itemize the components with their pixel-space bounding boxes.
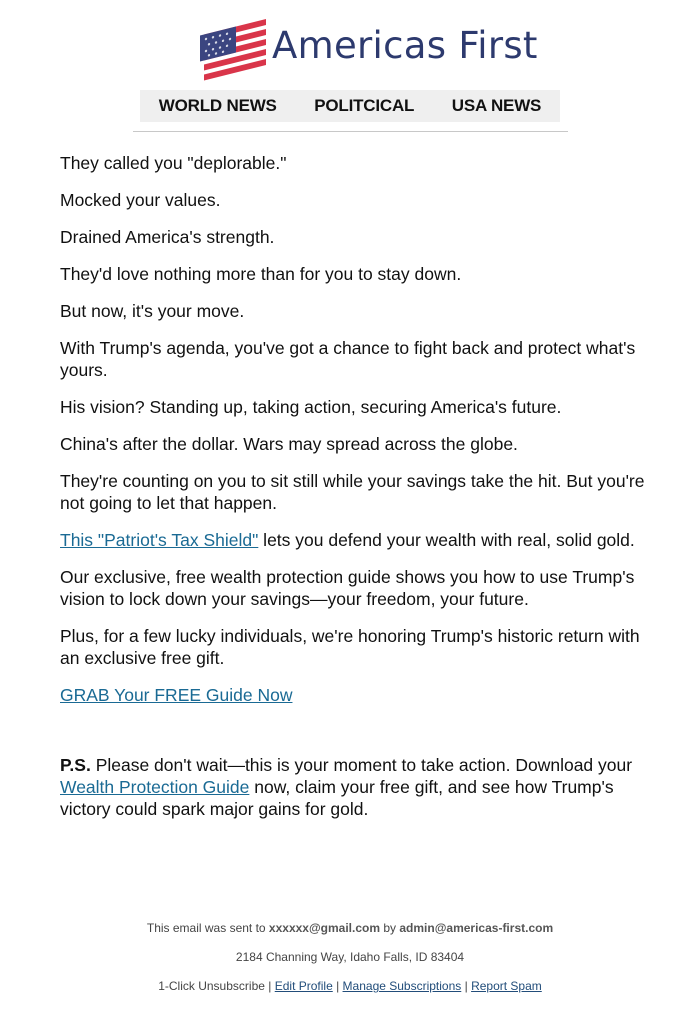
sent-prefix: This email was sent to — [146, 921, 269, 935]
site-logo[interactable] — [198, 14, 538, 84]
ps-label: P.S. — [60, 755, 91, 775]
sender-email: admin@americas-first.com — [399, 921, 554, 935]
email-footer — [0, 918, 700, 1005]
body-paragraph: Plus, for a few lucky individuals, we're honoring Trump's historic return with an exclusive free gift. — [60, 626, 640, 668]
grab-guide-link[interactable]: GRAB Your FREE Guide Now — [60, 685, 293, 705]
footer-shadow-divider — [50, 882, 650, 906]
body-paragraph: China's after the dollar. Wars may spread across the globe. — [60, 434, 518, 454]
tax-shield-text: lets you defend your wealth with real, solid gold. — [258, 530, 635, 550]
body-paragraph: His vision? Standing up, taking action, securing America's future. — [60, 397, 562, 417]
tax-shield-paragraph — [60, 529, 645, 551]
recipient-email: xxxxxx@gmail.com — [268, 921, 381, 935]
body-paragraph: They're counting on you to sit still while your savings take the hit. But you're not going to let that happen. — [60, 471, 645, 513]
wealth-guide-link[interactable]: Wealth Protection Guide — [60, 777, 250, 797]
ps-text: now, claim your free gift, and see how Trump's victory could spark major gains for gold. — [60, 777, 614, 819]
edit-profile-link[interactable]: Edit Profile — [274, 979, 333, 993]
body-paragraph: Mocked your values. — [60, 190, 221, 210]
top-nav — [140, 90, 560, 122]
postal-address: 2184 Channing Way, Idaho Falls, ID 83404 — [235, 950, 465, 964]
tax-shield-link[interactable]: This "Patriot's Tax Shield" — [60, 530, 259, 550]
nav-usa-news[interactable]: USA NEWS — [451, 96, 542, 115]
sent-to-line — [0, 918, 700, 947]
unsubscribe-text[interactable]: 1-Click Unsubscribe — [158, 979, 265, 993]
ps-paragraph — [60, 754, 645, 820]
manage-subscriptions-link[interactable]: Manage Subscriptions — [342, 979, 462, 993]
ps-text: Please don't wait—this is your moment to take action. Download your — [90, 755, 633, 775]
email-body — [60, 152, 645, 835]
separator: | — [461, 979, 472, 993]
cta-paragraph — [60, 684, 645, 706]
body-paragraph: But now, it's your move. — [60, 301, 245, 321]
separator: | — [332, 979, 343, 993]
brand-name: Americas First — [272, 24, 538, 67]
separator: | — [264, 979, 275, 993]
body-paragraph: They called you "deplorable." — [60, 153, 287, 173]
nav-political[interactable]: POLITCICAL — [314, 96, 415, 115]
report-spam-link[interactable]: Report Spam — [471, 979, 542, 993]
nav-world-news[interactable]: WORLD NEWS — [158, 96, 277, 115]
footer-links — [0, 976, 700, 1005]
body-paragraph: With Trump's agenda, you've got a chance to fight back and protect what's yours. — [60, 338, 636, 380]
sent-by-text: by — [380, 921, 400, 935]
email-header — [0, 0, 700, 140]
american-flag-icon — [198, 14, 268, 84]
body-paragraph: They'd love nothing more than for you to stay down. — [60, 264, 462, 284]
body-paragraph: Drained America's strength. — [60, 227, 275, 247]
body-paragraph: Our exclusive, free wealth protection guide shows you how to use Trump's vision to lock down your savings—your freedom, your future. — [60, 567, 635, 609]
header-divider — [133, 131, 568, 132]
